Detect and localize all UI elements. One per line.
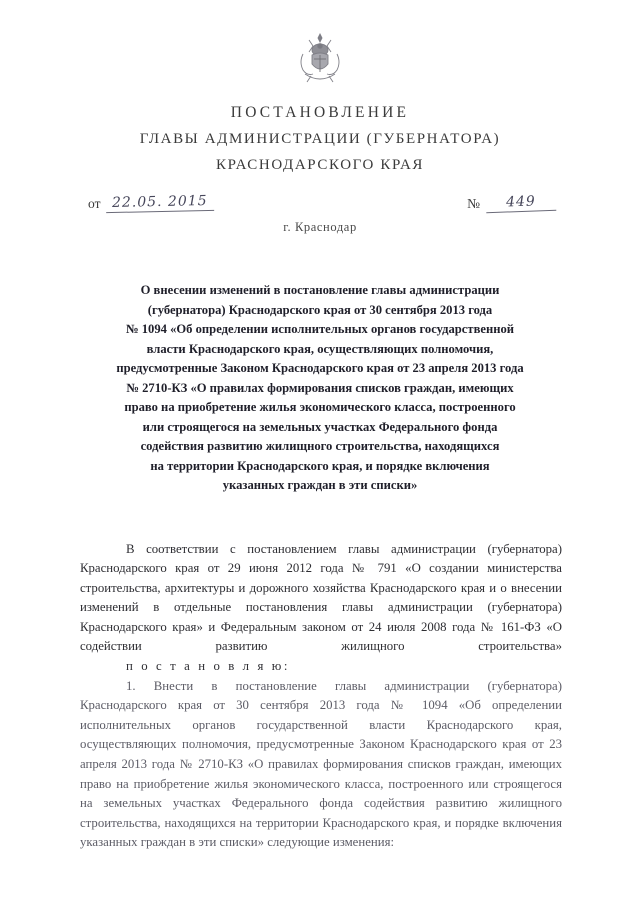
coat-of-arms-icon [289, 30, 351, 88]
document-title [62, 281, 578, 496]
title-line: власти Краснодарского края, осуществляющих полномочия, [146, 341, 494, 356]
heading-line-3: КРАСНОДАРСКОГО КРАЯ [215, 157, 425, 173]
title-line: (губернатора) Краснодарского края от 30 сентября 2013 года [147, 302, 493, 317]
body-paragraph-1: В соответствии с постановлением главы администрации (губернатора) Краснодарского края от 29 июня 2012 года № 791 «О создании министерства строительства, архитектуры и дорожного хозяйства Краснодарского края и о внесении изменений в отдельные постановления главы администрации (губернатора) Краснодарского края» и Федеральным законом от 24 июля 2008 года № 161-ФЗ «О содействии развитию жилищного строительства» [80, 541, 562, 654]
document-heading [62, 104, 578, 174]
number-value-handwritten: 449 [486, 193, 557, 213]
emblem-container [62, 0, 578, 88]
date-label: от [88, 196, 101, 211]
body-paragraph-2: 1. Внести в постановление главы администрации (губернатора) Краснодарского края от 30 сентября 2013 года № 1094 «Об определении исполнительных органов государственной власти Краснодарского края, осуществляющих полномочия, предусмотренные Законом Краснодарского края от 23 апреля 2013 года № 2710-КЗ «О правилах формирования списков граждан, имеющих право на приобретение жилья экономического класса, построенного или строящегося на земельных участках Федерального фонда содействия развитию жилищного строительства, находящихся на территории Краснодарского края, и порядке включения указанных граждан в эти списки» следующие изменения: [80, 678, 562, 850]
title-line: указанных граждан в эти списки» [222, 478, 418, 492]
heading-line-2: ГЛАВЫ АДМИНИСТРАЦИИ (ГУБЕРНАТОРА) [139, 131, 501, 147]
number-label: № [467, 196, 480, 211]
document-body [62, 540, 578, 854]
resolve-word: п о с т а н о в л я ю: [126, 659, 291, 674]
title-line: № 2710-КЗ «О правилах формирования списков граждан, имеющих [126, 380, 514, 395]
title-line: № 1094 «Об определении исполнительных органов государственной [125, 322, 515, 336]
title-line: предусмотренные Законом Краснодарского края от 23 апреля 2013 года [116, 361, 524, 375]
title-line: право на приобретение жилья экономического класса, построенного [124, 400, 516, 414]
city-line: г. Краснодар [283, 220, 357, 234]
date-group [88, 194, 214, 212]
heading-line-1: ПОСТАНОВЛЕНИЕ [230, 104, 410, 121]
date-value-handwritten: 22.05. 2015 [106, 193, 214, 213]
title-line: содействия развитию жилищного строительства, находящихся [140, 439, 500, 453]
document-meta-row [62, 194, 578, 212]
number-group [467, 194, 556, 212]
title-line: О внесении изменений в постановление главы администрации [140, 283, 500, 297]
title-line: или строящегося на земельных участках Федерального фонда [142, 419, 498, 434]
title-line: на территории Краснодарского края, и порядке включения [150, 458, 490, 473]
